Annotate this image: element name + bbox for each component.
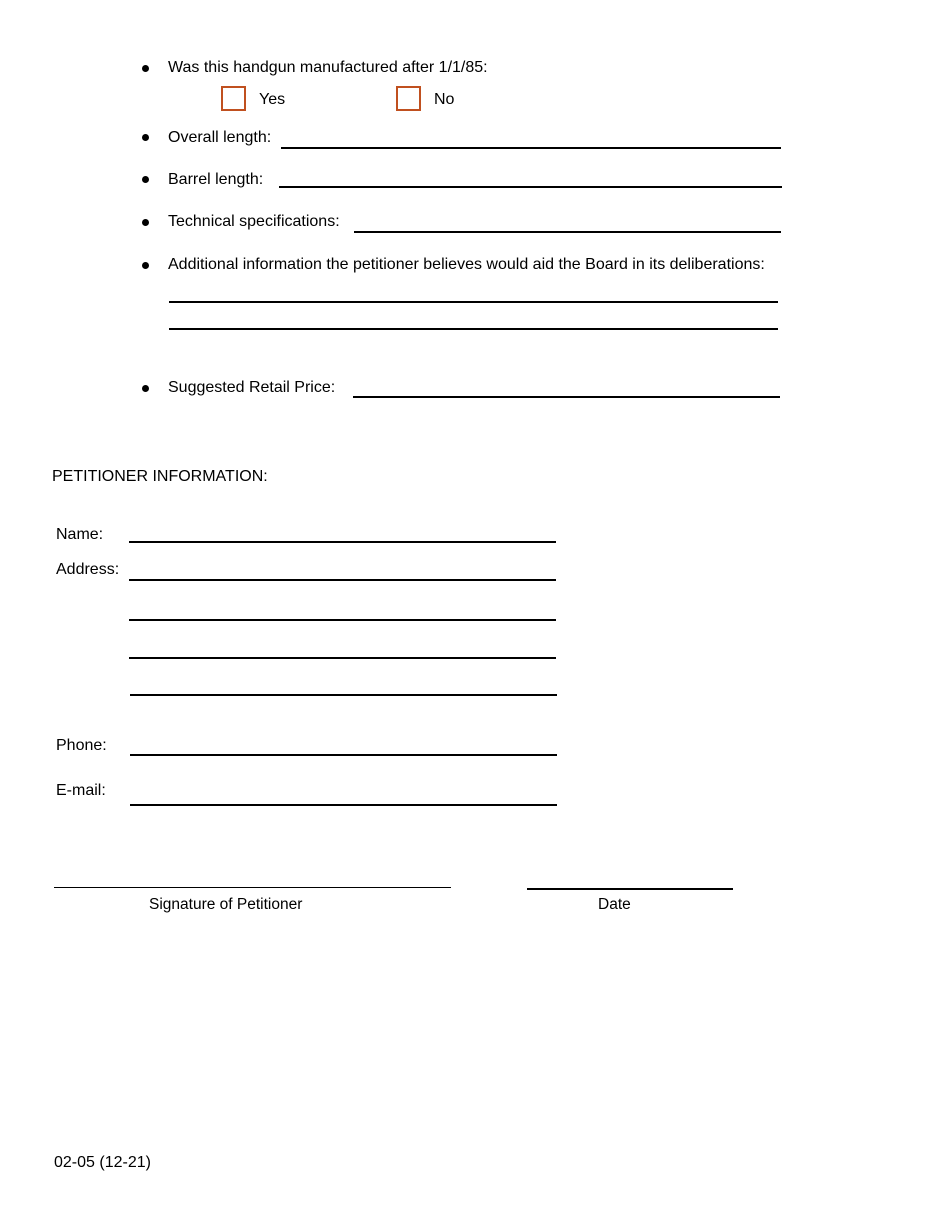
additional-info-label: Additional information the petitioner believes would aid the Board in its deliberations: [168, 256, 765, 273]
date-label: Date [598, 896, 631, 913]
address-label: Address: [56, 561, 120, 578]
phone-field[interactable] [130, 754, 557, 756]
no-label: No [434, 91, 455, 108]
form-code: 02-05 (12-21) [54, 1154, 151, 1171]
address-field-2[interactable] [129, 619, 556, 621]
phone-label: Phone: [56, 737, 107, 754]
barrel-length-field[interactable] [279, 186, 782, 188]
yes-label: Yes [259, 91, 286, 108]
bullet [142, 134, 149, 141]
yes-checkbox[interactable] [221, 86, 246, 111]
overall-length-label: Overall length: [168, 129, 272, 146]
bullet [142, 65, 149, 72]
additional-info-field-2[interactable] [169, 328, 778, 330]
bullet [142, 262, 149, 269]
signature-label: Signature of Petitioner [149, 896, 303, 913]
email-label: E-mail: [56, 782, 106, 799]
bullet [142, 176, 149, 183]
no-checkbox[interactable] [396, 86, 421, 111]
address-field-4[interactable] [130, 694, 557, 696]
technical-specs-field[interactable] [354, 231, 781, 233]
address-field-1[interactable] [129, 579, 556, 581]
technical-specs-label: Technical specifications: [168, 213, 340, 230]
bullet [142, 385, 149, 392]
suggested-price-field[interactable] [353, 396, 780, 398]
email-field[interactable] [130, 804, 557, 806]
date-line[interactable] [527, 888, 733, 890]
name-label: Name: [56, 526, 104, 543]
signature-line[interactable] [54, 887, 451, 888]
overall-length-field[interactable] [281, 147, 781, 149]
manufactured-after-label: Was this handgun manufactured after 1/1/85: [168, 59, 488, 76]
name-field[interactable] [129, 541, 556, 543]
suggested-price-label: Suggested Retail Price: [168, 379, 336, 396]
bullet [142, 219, 149, 226]
petitioner-heading: PETITIONER INFORMATION: [52, 468, 268, 485]
address-field-3[interactable] [129, 657, 556, 659]
additional-info-field-1[interactable] [169, 301, 778, 303]
barrel-length-label: Barrel length: [168, 171, 264, 188]
